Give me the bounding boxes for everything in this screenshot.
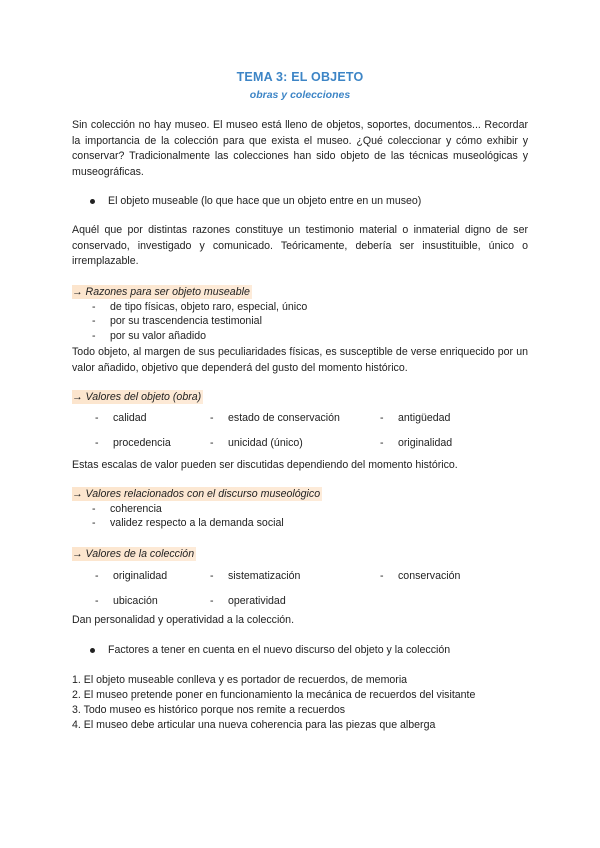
bullet-text: El objeto museable (lo que hace que un objeto entre en un museo) [108,195,422,207]
list-item: - validez respecto a la demanda social [92,517,284,530]
list-item: - por su trascendencia testimonial [92,315,262,328]
factor-item: 3. Todo museo es histórico porque nos remite a recuerdos [72,704,346,716]
valores-objeto-note: Estas escalas de valor pueden ser discutidas dependiendo del momento histórico. [72,459,458,471]
intro-paragraph: Sin colección no hay museo. El museo está lleno de objetos, soportes, documentos... Recordar la importancia de la colección para que exista el museo. ¿Qué coleccionar y cómo exhibir y conservar? Tradicionalmente las colecciones han sido objeto de las técnicas museológicas y museográficas. [72,119,528,178]
list-item: - coherencia [92,503,162,515]
valores-coleccion-note: Dan personalidad y operatividad a la colección. [72,614,295,626]
factor-item: 1. El objeto museable conlleva y es portador de recuerdos, de memoria [72,674,408,686]
list-item: - por su valor añadido [92,329,206,342]
heading-valores-discurso: → Valores relacionados con el discurso museológico [72,488,321,500]
page-subtitle: obras y colecciones [249,89,351,101]
bullet-dot-icon [90,199,95,204]
heading-valores-coleccion: → Valores de la colección [72,548,195,560]
heading-valores-objeto: → Valores del objeto (obra) [72,391,202,403]
razones-note: Todo objeto, al margen de sus peculiaridades físicas, es susceptible de verse enriquecido por un valor añadido, objetivo que dependerá del gusto del momento histórico. [72,346,528,374]
page-title: TEMA 3: EL OBJETO [236,70,364,84]
factor-item: 4. El museo debe articular una nueva coherencia para las piezas que alberga [72,719,436,731]
discurso-list [92,502,284,531]
bullet-text: Factores a tener en cuenta en el nuevo discurso del objeto y la colección [108,644,451,656]
definition-paragraph: Aquél que por distintas razones constituye un testimonio material o inmaterial digno de ser conservado, investigado y comunicado. Teóricamente, debería ser insustituible, único o irremplazable. [72,224,528,267]
bullet-dot-icon [90,648,95,653]
document-page: TEMA 3: EL OBJETO obras y colecciones Sin colección no hay museo. El museo está lleno de objetos, soportes, documentos... Recordar la importancia de la colección para que exista el museo. ¿Qué coleccionar y cómo exhibir y conservar? Tradicionalmente las colecciones han sido objeto de las técnicas museológicas y museográficas. El objeto museable (lo que hace que un objeto entre en un museo) Aquél que por distintas razones constituye un testimonio material o inmaterial digno de ser conservado, investigado y comunicado. Teóricamente, debería ser insustituible, único o irremplazable. → Razones para ser objeto museable - de tipo físicas, objeto raro, especial, único - por su trascendencia testimonial - por su valor añadido Todo objeto, al margen de sus peculiaridades físicas, es susceptible de verse enriquecido por un valor añadido, objetivo que dependerá del gusto del momento histórico. → Valores del objeto (obra) - calidad - estado de conservación - antigüedad - procedencia - unicidad (único) - originalidad Estas escalas de valor pueden ser discutidas dependiendo del momento histórico. → Valores relacionados con el discurso museológico - coherencia - validez respecto a la demanda social → Valores de la colección - originalidad - sistematización - conservación - ubicación - operatividad Dan personalidad y operatividad a la colección. Factores a tener en cuenta en el nuevo discurso del objeto y la colección 1. El objeto museable conlleva y es portador de recuerdos, de memoria 2. El museo pretende poner en funcionamiento la mecánica de recuerdos del visitante 3. Todo museo es histórico porque nos remite a recuerdos 4. El museo debe articular una nueva coherencia para las piezas que alberga [0,0,600,848]
heading-razones: → Razones para ser objeto museable [72,286,250,298]
factor-item: 2. El museo pretende poner en funcionamiento la mecánica de recuerdos del visitante [72,689,476,701]
razones-list [92,300,307,343]
list-item: - de tipo físicas, objeto raro, especial, único [92,301,308,313]
